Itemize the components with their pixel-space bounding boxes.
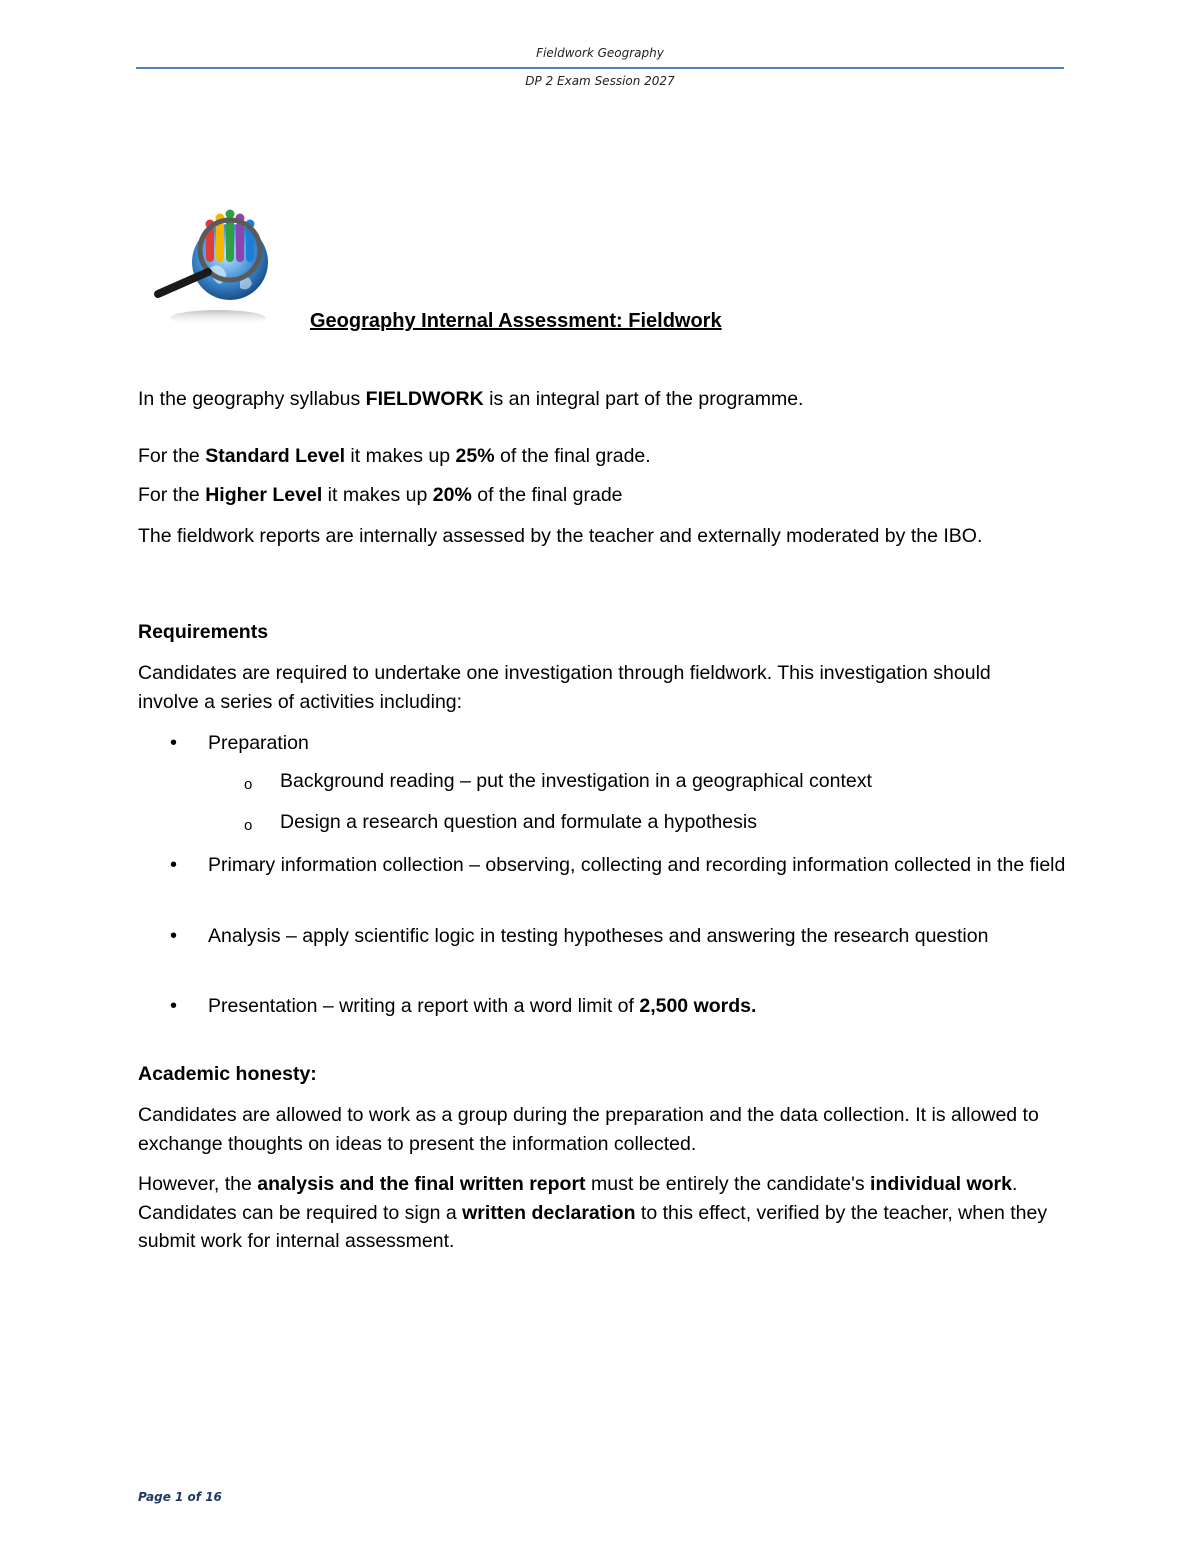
running-header-subtitle: DP 2 Exam Session 2027 <box>525 74 675 88</box>
page-number: Page 1 of 16 <box>138 1490 222 1504</box>
academic-honesty-heading: Academic honesty: <box>138 1063 317 1085</box>
requirements-heading: Requirements <box>138 621 269 643</box>
list-item-analysis: Analysis – apply scientific logic in testing hypotheses and answering the research question <box>208 925 989 947</box>
header-rule <box>136 67 1064 69</box>
sub-bullet-icon: o <box>244 776 253 793</box>
sub-bullet-icon: o <box>244 817 253 834</box>
bullet-icon: • <box>170 925 178 947</box>
list-item-presentation: Presentation – writing a report with a word limit of 2,500 words. <box>208 995 757 1017</box>
requirements-paragraph: Candidates are required to undertake one investigation through fieldwork. This investigation should involve a series of activities including: <box>138 662 991 713</box>
running-header-title: Fieldwork Geography <box>536 46 664 60</box>
bullet-icon: • <box>170 854 178 876</box>
intro-paragraph: In the geography syllabus FIELDWORK is an integral part of the programme. <box>138 388 804 410</box>
academic-paragraph-1: Candidates are allowed to work as a group during the preparation and the data collection. It is allowed to exchange thoughts on ideas to present the information collected. <box>138 1104 1039 1155</box>
magnifying-glass-globe-icon <box>148 208 274 330</box>
bullet-icon: • <box>170 732 178 754</box>
bullet-icon: • <box>170 995 178 1017</box>
list-item-preparation: Preparation <box>208 732 309 754</box>
document-title: Geography Internal Assessment: Fieldwork <box>310 310 722 332</box>
standard-level-line: For the Standard Level it makes up 25% of the final grade. <box>138 445 651 467</box>
sub-item-research-question: Design a research question and formulate a hypothesis <box>280 811 757 833</box>
list-item-primary-collection: Primary information collection – observing, collecting and recording information collected in the field <box>208 854 1066 876</box>
sub-item-background-reading: Background reading – put the investigation in a geographical context <box>280 770 872 792</box>
moderation-paragraph: The fieldwork reports are internally assessed by the teacher and externally moderated by the IBO. <box>138 525 983 547</box>
academic-paragraph-2: However, the analysis and the final written report must be entirely the candidate's individual work. Candidates can be required to sign a written declaration to this effect, verified by the teacher, when they submit work for internal assessment. <box>138 1173 1048 1252</box>
higher-level-line: For the Higher Level it makes up 20% of the final grade <box>138 484 623 506</box>
